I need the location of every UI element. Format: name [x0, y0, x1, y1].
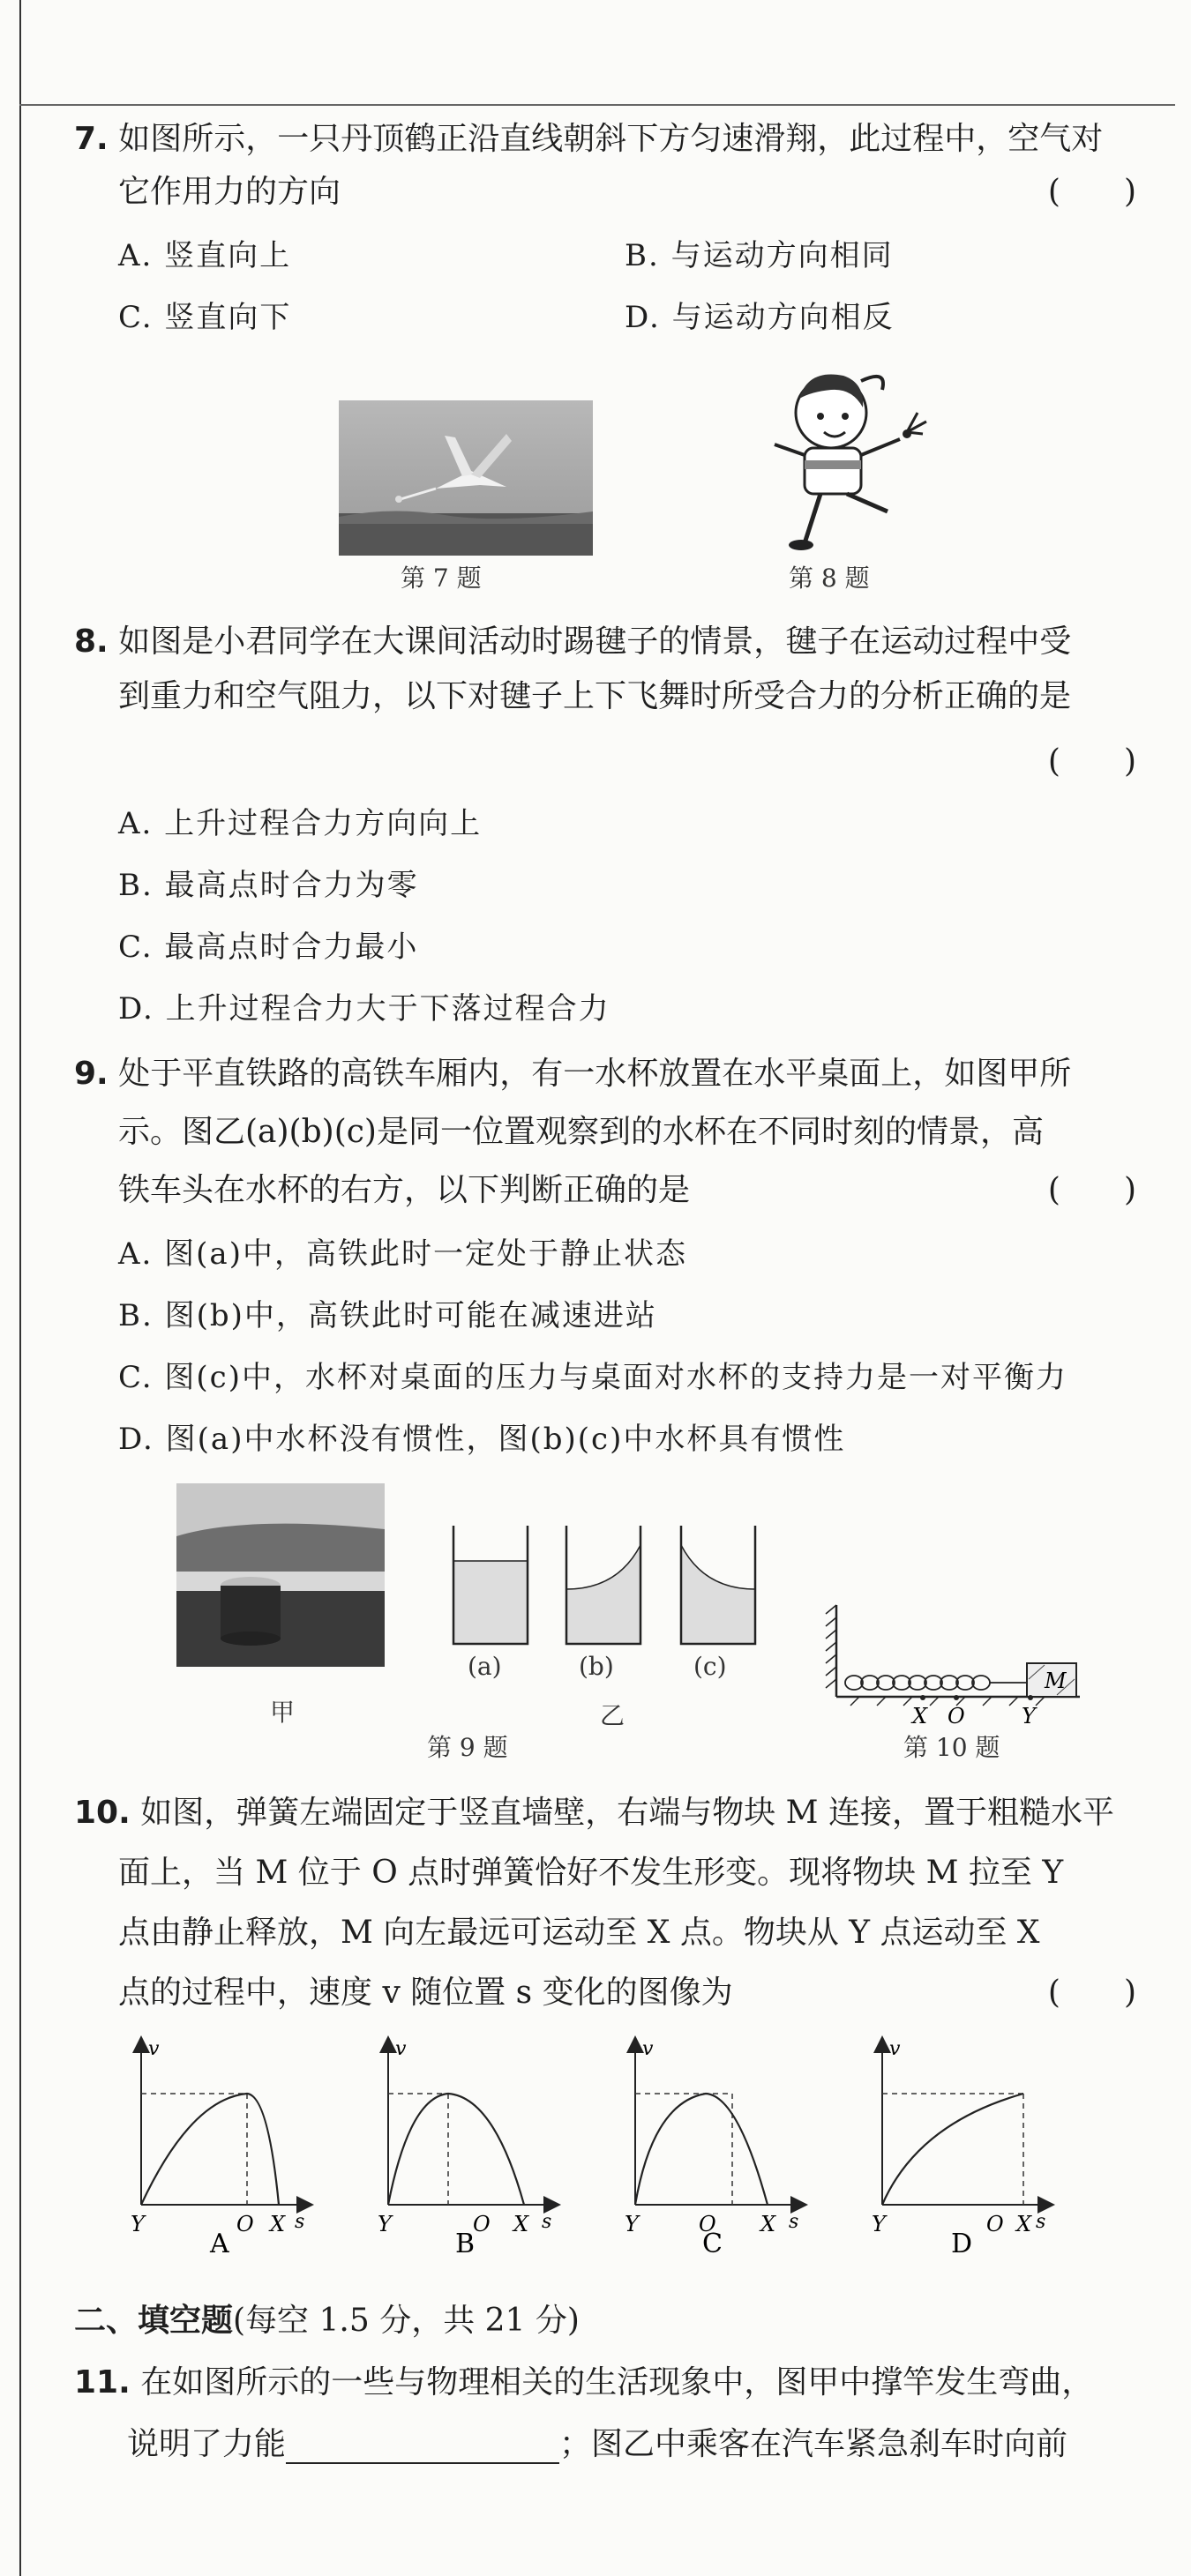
graph-option-c: [625, 2038, 799, 2254]
graph-d-x-label: X: [1016, 2212, 1032, 2236]
q8-option-d: D. 上升过程合力大于下落过程合力: [118, 991, 610, 1027]
graph-c-option-label: C: [702, 2229, 723, 2254]
q7-line1: [74, 120, 1103, 159]
graph-a-o-label: O: [236, 2212, 254, 2236]
q9-answer-paren: ( ): [1047, 1172, 1136, 1208]
graph-option-d: [872, 2038, 1046, 2254]
q11-answer-blank[interactable]: [286, 2434, 559, 2464]
q11-line1: [74, 2363, 1093, 2402]
q8-option-a: A. 上升过程合力方向向上: [118, 806, 483, 841]
graph-c-o-label: O: [699, 2212, 716, 2236]
q9-option-a: A. 图(a)中，高铁此时一定处于静止状态: [118, 1236, 687, 1272]
spring-block-diagram: [824, 1594, 1089, 1736]
graph-d-v-axis-label: v: [889, 2038, 901, 2060]
q7-number: 7.: [74, 121, 109, 157]
q10-answer-paren: ( ): [1047, 1975, 1136, 2011]
q10-text-line3: 点由静止释放，M 向左最远可运动至 X 点。物块从 Y 点运动至 X: [118, 1915, 1040, 1951]
spring-coils: [845, 1676, 990, 1690]
cup-c-label: (c): [693, 1652, 727, 1681]
q7-text-line1: 如图所示，一只丹顶鹤正沿直线朝斜下方匀速滑翔，此过程中，空气对: [118, 121, 1104, 157]
graph-d-option-label: D: [951, 2229, 973, 2254]
q7-caption: 第 7 题: [401, 564, 482, 593]
graph-c-x-label: X: [760, 2212, 776, 2236]
graph-a-option-label: A: [210, 2229, 229, 2254]
q11-number: 11.: [74, 2364, 131, 2401]
graph-b-s-axis-label: s: [542, 2211, 552, 2233]
q8-option-b: B. 最高点时合力为零: [118, 868, 419, 903]
q8-text-line2: 到重力和空气阻力，以下对毽子上下飞舞时所受合力的分析正确的是: [118, 678, 1072, 714]
page-border-top: [19, 104, 1175, 106]
graph-option-b: [378, 2038, 552, 2254]
section2-heading: [74, 2302, 580, 2341]
q10-text-line1: 如图，弹簧左端固定于竖直墙壁，右端与物块 M 连接，置于粗糙水平: [140, 1795, 1114, 1831]
point-y-label: Y: [1022, 1704, 1036, 1729]
graph-b-x-label: X: [513, 2212, 529, 2236]
q9-option-d: D. 图(a)中水杯没有惯性，图(b)(c)中水杯具有惯性: [118, 1422, 846, 1457]
girl-kicking-shuttlecock-illustration: [755, 363, 932, 554]
q9-text-line1: 处于平直铁路的高铁车厢内，有一水杯放置在水平桌面上，如图甲所: [118, 1056, 1072, 1092]
block-m-label: M: [1045, 1669, 1067, 1693]
crane-photo: [339, 400, 593, 556]
graph-b-y-label: Y: [378, 2212, 392, 2236]
q9-line1: [74, 1055, 1071, 1094]
q7-answer-paren: ( ): [1047, 174, 1136, 210]
graph-c-y-label: Y: [625, 2212, 639, 2236]
graph-b-option-label: B: [455, 2229, 476, 2254]
water-cups-diagram: [441, 1519, 776, 1660]
graph-option-a: [131, 2038, 305, 2254]
cup-c: [681, 1526, 755, 1644]
graph-a-x-label: X: [270, 2212, 286, 2236]
q7-text-line2: 它作用力的方向: [118, 174, 341, 210]
q9-option-b: B. 图(b)中，高铁此时可能在减速进站: [118, 1298, 657, 1333]
graph-a-y-label: Y: [131, 2212, 145, 2236]
velocity-position-graphs: [106, 2032, 1085, 2254]
graph-c-v-axis-label: v: [642, 2038, 654, 2060]
q8-option-c: C. 最高点时合力最小: [118, 930, 419, 965]
cup-a-label: (a): [468, 1652, 502, 1681]
q10-number: 10.: [74, 1795, 131, 1831]
q9-text-line3: 铁车头在水杯的右方，以下判断正确的是: [118, 1172, 691, 1208]
yi-label: 乙: [600, 1701, 625, 1730]
q7-option-d: D. 与运动方向相反: [625, 300, 895, 335]
q10-caption: 第 10 题: [903, 1733, 1000, 1762]
graph-a-v-axis-label: v: [148, 2038, 160, 2060]
q8-number: 8.: [74, 623, 109, 660]
q11-line2: [127, 2425, 1067, 2464]
q8-caption: 第 8 题: [789, 564, 870, 593]
q7-option-a: A. 竖直向上: [118, 238, 292, 273]
point-x-label: X: [912, 1704, 928, 1729]
cup-a: [453, 1526, 528, 1644]
graph-c-s-axis-label: s: [789, 2211, 799, 2233]
graph-b-o-label: O: [473, 2212, 491, 2236]
section2-note: (每空 1.5 分，共 21 分): [233, 2303, 580, 2339]
q8-text-line1: 如图是小君同学在大课间活动时踢毽子的情景，毽子在运动过程中受: [118, 623, 1072, 660]
q8-line1: [74, 623, 1071, 661]
q8-answer-paren: ( ): [1047, 743, 1136, 780]
q10-text-line2: 面上，当 M 位于 O 点时弹簧恰好不发生形变。现将物块 M 拉至 Y: [118, 1855, 1064, 1891]
section2-title: 二、填空题: [74, 2303, 234, 2339]
q7-option-c: C. 竖直向下: [118, 300, 292, 335]
graph-d-s-axis-label: s: [1036, 2211, 1046, 2233]
page-border-left: [19, 0, 21, 2576]
q9-number: 9.: [74, 1056, 109, 1092]
graph-d-o-label: O: [986, 2212, 1004, 2236]
graph-a-s-axis-label: s: [295, 2211, 305, 2233]
graph-b-v-axis-label: v: [395, 2038, 407, 2060]
q11-text-line2-pre: 说明了力能: [127, 2426, 287, 2462]
q9-text-line2: 示。图乙(a)(b)(c)是同一位置观察到的水杯在不同时刻的情景，高: [118, 1114, 1044, 1150]
cup-on-train-table-photo: [176, 1483, 385, 1667]
graph-d-y-label: Y: [872, 2212, 886, 2236]
q9-caption: 第 9 题: [427, 1733, 508, 1762]
cup-b: [566, 1526, 640, 1644]
q9-option-c: C. 图(c)中，水杯对桌面的压力与桌面对水杯的支持力是一对平衡力: [118, 1360, 1067, 1395]
q10-text-line4: 点的过程中，速度 v 随位置 s 变化的图像为: [118, 1975, 733, 2011]
jia-label: 甲: [270, 1698, 296, 1727]
q10-line1: [74, 1794, 1114, 1833]
q11-text-line1: 在如图所示的一些与物理相关的生活现象中，图甲中撑竿发生弯曲，: [140, 2364, 1094, 2401]
point-o-label: O: [948, 1704, 965, 1729]
cup-b-label: (b): [579, 1652, 614, 1681]
q7-option-b: B. 与运动方向相同: [625, 238, 894, 273]
q11-text-line2-post: ；图乙中乘客在汽车紧急刹车时向前: [559, 2426, 1068, 2462]
